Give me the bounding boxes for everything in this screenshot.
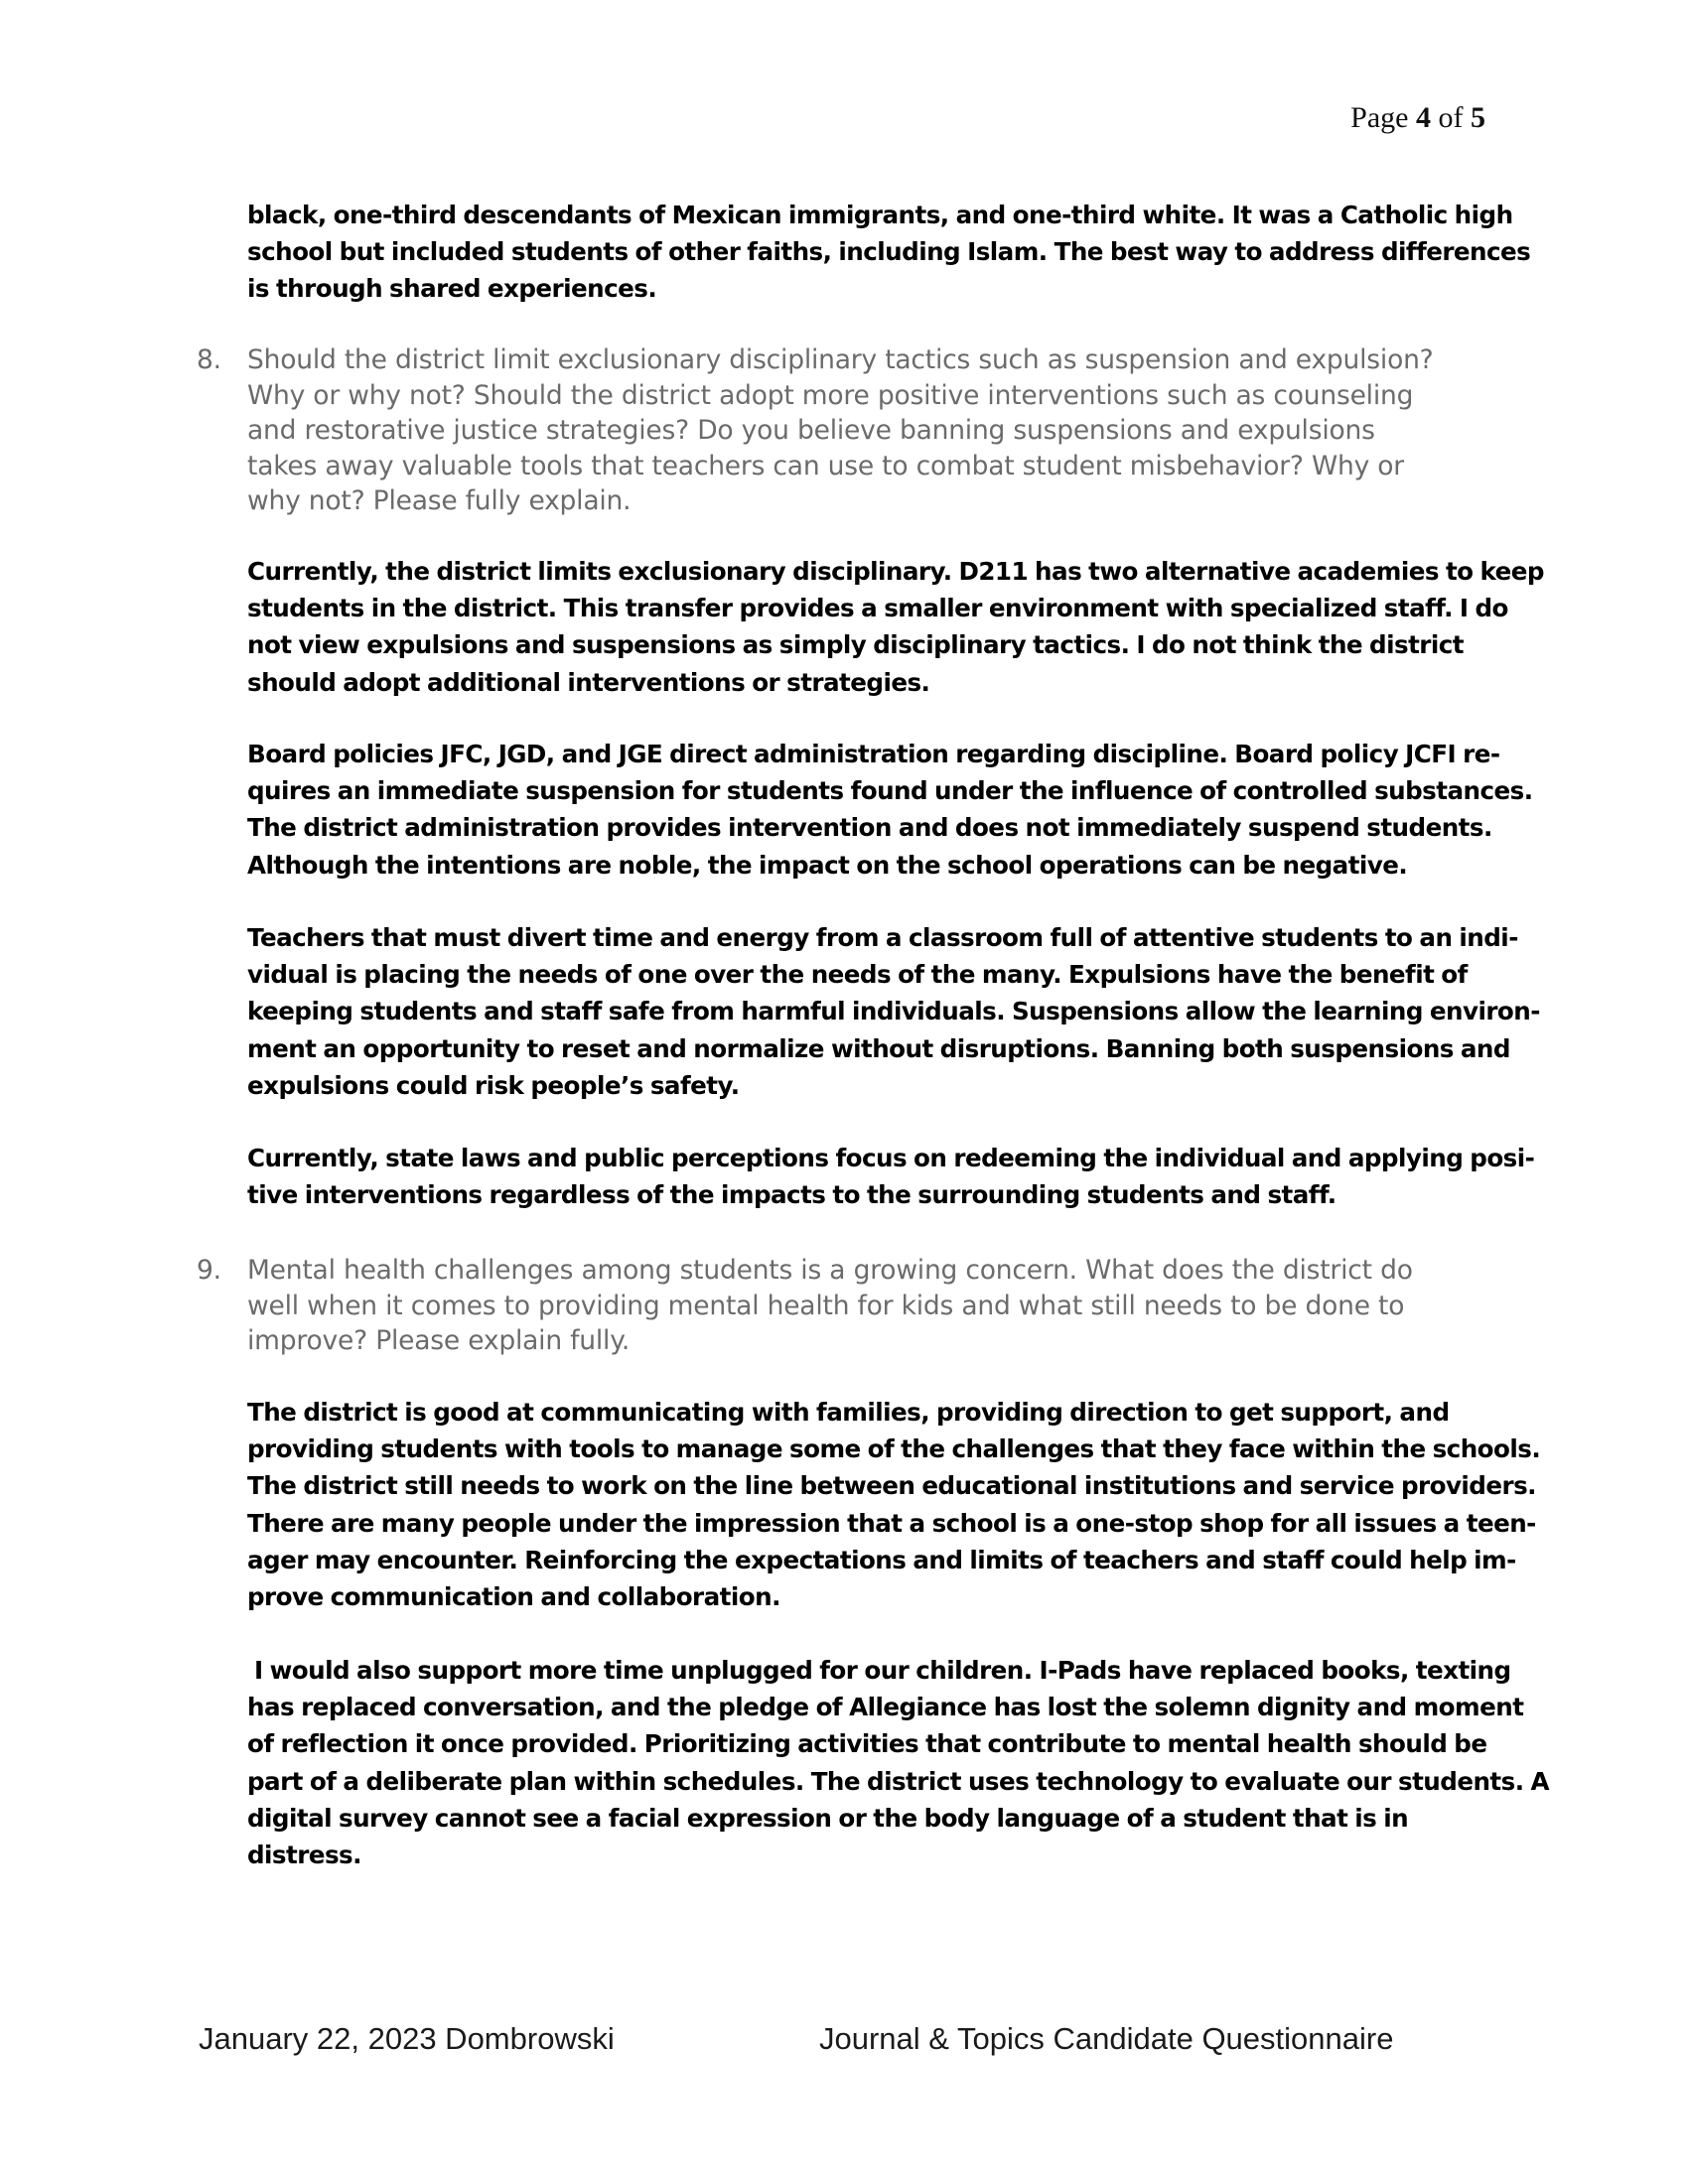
question-line: and restorative justice strategies? Do you believe banning suspensions and expulsions (247, 415, 1375, 447)
intro-answer-paragraph (247, 197, 1531, 308)
text-line: students in the district. This transfer provides a smaller environment with specialized staff. I do (247, 594, 1508, 623)
answer-9-paragraph-1 (247, 1394, 1541, 1615)
answer-8-paragraph-2 (247, 736, 1533, 884)
text-line: digital survey cannot see a facial expression or the body language of a student that is in (247, 1803, 1409, 1833)
text-line: providing students with tools to manage some of the challenges that they face within the schools. (247, 1434, 1541, 1464)
page-of: of (1431, 101, 1471, 134)
question-line: takes away valuable tools that teachers can use to combat student misbehavior? Why or (247, 450, 1405, 481)
answer-8-paragraph-3 (247, 919, 1540, 1104)
text-line: Board policies JFC, JGD, and JGE direct administration regarding discipline. Board policy JCFI re- (247, 740, 1500, 768)
text-line: should adopt additional interventions or strategies. (247, 667, 930, 697)
question-line: Why or why not? Should the district adopt more positive interventions such as counseling (247, 379, 1414, 411)
text-line: vidual is placing the needs of one over the needs of the many. Expulsions have the benefit of (247, 960, 1468, 990)
text-line: keeping students and staff safe from harmful individuals. Suspensions allow the learning environ- (247, 997, 1540, 1026)
text-line: distress. (247, 1841, 361, 1870)
text-line: There are many people under the impression that a school is a one-stop shop for all issues a teen- (247, 1508, 1536, 1538)
text-line: I would also support more time unplugged for our children. I-Pads have replaced books, texting (247, 1656, 1511, 1685)
question-line: why not? Please fully explain. (247, 485, 632, 517)
text-line: black, one-third descendants of Mexican immigrants, and one-third white. It was a Catholic high (247, 201, 1513, 229)
question-line: Should the district limit exclusionary disciplinary tactics such as suspension and expulsion? (247, 344, 1434, 375)
text-line: Teachers that must divert time and energy from a classroom full of attentive students to an indi- (247, 923, 1518, 952)
text-line: expulsions could risk people’s safety. (247, 1070, 740, 1100)
text-line: quires an immediate suspension for students found under the influence of controlled substances. (247, 776, 1533, 806)
text-line: of reflection it once provided. Prioritizing activities that contribute to mental health should be (247, 1729, 1487, 1759)
question-line: well when it comes to providing mental health for kids and what still needs to be done to (247, 1290, 1405, 1321)
text-line: part of a deliberate plan within schedules. The district uses technology to evaluate our students. A (247, 1766, 1549, 1796)
text-line: school but included students of other faiths, including Islam. The best way to address differences (247, 237, 1531, 267)
text-line: Currently, state laws and public perceptions focus on redeeming the individual and applying posi- (247, 1144, 1535, 1172)
answer-8-paragraph-4 (247, 1140, 1535, 1213)
footer-publication: Journal & Topics Candidate Questionnaire (819, 2021, 1394, 2056)
text-line: Although the intentions are noble, the impact on the school operations can be negative. (247, 850, 1408, 880)
answer-8-paragraph-1 (247, 553, 1544, 701)
answer-9-paragraph-2 (247, 1652, 1549, 1873)
total-pages: 5 (1471, 101, 1485, 134)
question-number: 9. (197, 1255, 221, 1286)
text-line: not view expulsions and suspensions as simply disciplinary tactics. I do not think the district (247, 630, 1464, 660)
current-page: 4 (1416, 101, 1431, 134)
text-line: The district is good at communicating with families, providing direction to get support, and (247, 1398, 1450, 1427)
question-8 (197, 342, 1507, 519)
footer-date-author: January 22, 2023 Dombrowski (199, 2021, 615, 2056)
question-9 (197, 1253, 1507, 1359)
text-line: ment an opportunity to reset and normalize without disruptions. Banning both suspensions and (247, 1033, 1510, 1063)
question-line: Mental health challenges among students is a growing concern. What does the district do (247, 1255, 1413, 1286)
text-line: prove communication and collaboration. (247, 1582, 780, 1612)
page-label: Page (1350, 101, 1416, 134)
text-line: has replaced conversation, and the pledge of Allegiance has lost the solemn dignity and moment (247, 1693, 1524, 1722)
question-line: improve? Please explain fully. (247, 1325, 631, 1357)
text-line: The district administration provides intervention and does not immediately suspend students. (247, 813, 1492, 843)
page-number (1350, 101, 1485, 135)
text-line: tive interventions regardless of the impacts to the surrounding students and staff. (247, 1180, 1336, 1210)
text-line: is through shared experiences. (247, 274, 657, 304)
question-number: 8. (197, 344, 221, 375)
text-line: ager may encounter. Reinforcing the expectations and limits of teachers and staff could help im- (247, 1545, 1516, 1574)
text-line: The district still needs to work on the line between educational institutions and service providers. (247, 1471, 1536, 1501)
text-line: Currently, the district limits exclusionary disciplinary. D211 has two alternative academies to keep (247, 557, 1544, 586)
